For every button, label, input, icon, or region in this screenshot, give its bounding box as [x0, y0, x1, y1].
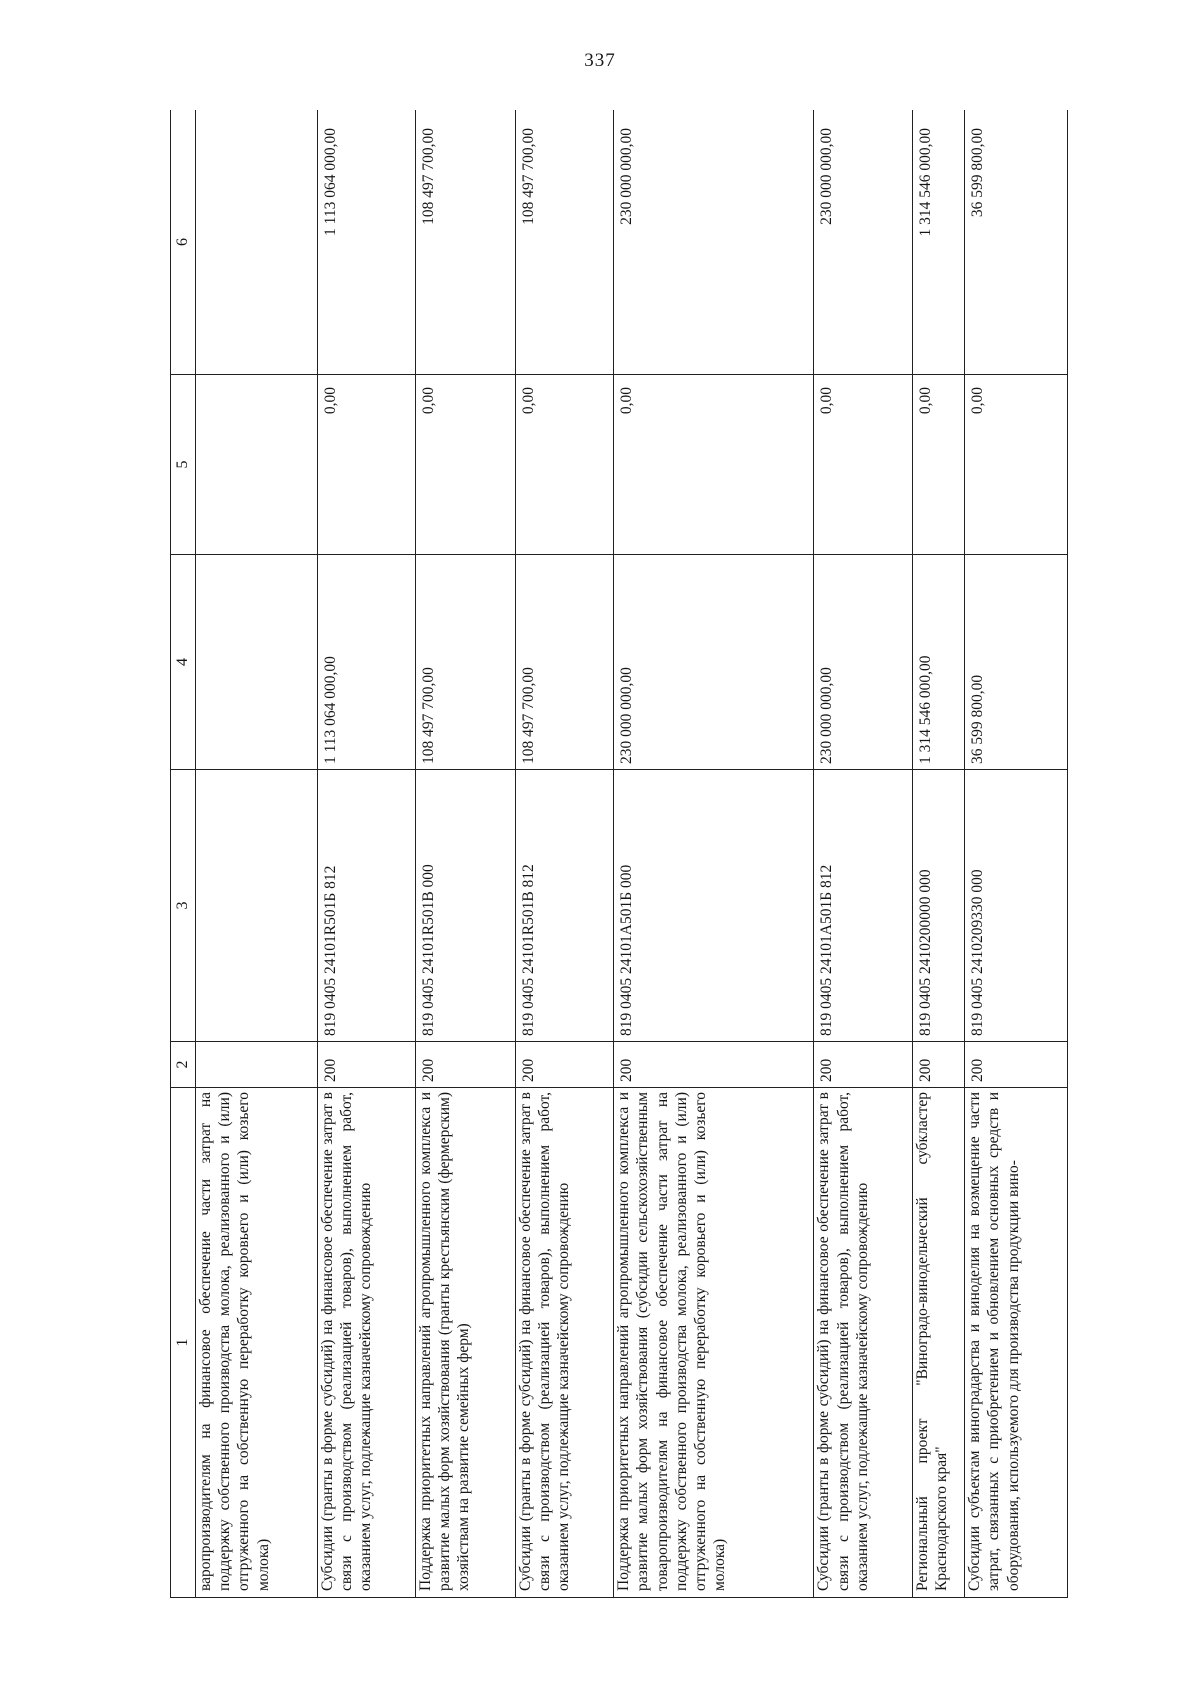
- row-sum: 36 599 800,00: [965, 555, 1068, 770]
- row-col6: [196, 110, 318, 375]
- column-header-1: 1: [171, 1088, 196, 1598]
- row-col5: [196, 375, 318, 555]
- column-header-4: 4: [171, 555, 196, 770]
- row-code: [196, 770, 318, 1042]
- row-code: 819 0405 2410209330 000: [965, 770, 1068, 1042]
- row-sum: 1 113 064 000,00: [317, 555, 416, 770]
- row-col5: 0,00: [515, 375, 614, 555]
- row-vr: 200: [416, 1042, 516, 1088]
- row-vr: 200: [965, 1042, 1068, 1088]
- row-description: Региональный проект "Виноградо-винодельческий субкластер Краснодарского края": [913, 1092, 951, 1591]
- row-vr: 200: [912, 1042, 964, 1088]
- row-vr: [196, 1042, 318, 1088]
- row-vr: 200: [614, 1042, 814, 1088]
- table-row: [614, 110, 814, 1598]
- row-col6: 230 000 000,00: [614, 110, 814, 375]
- row-description: Субсидии (гранты в форме субсидий) на финансовое обеспечение затрат в связи с производством (реализацией товаров), выполнением работ, оказанием услуг, подлежащие казначейскому сопровождению: [815, 1092, 871, 1591]
- row-col6: 108 497 700,00: [416, 110, 516, 375]
- row-sum: 230 000 000,00: [614, 555, 814, 770]
- row-description: Субсидии субъектам виноградарства и виноделия на возмещение части затрат, связанных с приобретением и обновлением основных средств и оборудования, используемого для производства продукции вино-: [966, 1092, 1022, 1591]
- table-row: [196, 110, 318, 1598]
- row-description: Субсидии (гранты в форме субсидий) на финансовое обеспечение затрат в связи с производством (реализацией товаров), выполнением работ, оказанием услуг, подлежащие казначейскому сопровождению: [318, 1092, 374, 1591]
- table-row: [965, 110, 1068, 1598]
- page-number: 337: [584, 50, 616, 71]
- row-col5: 0,00: [614, 375, 814, 555]
- row-description: Поддержка приоритетных направлений агропромышленного комплекса и развитие малых форм хозяйствования (гранты крестьянским (фермерским) хозяйствам на развитие семейных ферм): [417, 1092, 473, 1591]
- row-sum: 108 497 700,00: [515, 555, 614, 770]
- row-sum: 108 497 700,00: [416, 555, 516, 770]
- table-row: [416, 110, 516, 1598]
- row-col6: 230 000 000,00: [814, 110, 913, 375]
- row-code: 819 0405 24101А501Б 812: [814, 770, 913, 1042]
- header-row: [171, 110, 196, 1598]
- row-col6: 1 314 546 000,00: [912, 110, 964, 375]
- table-row: [515, 110, 614, 1598]
- row-col5: 0,00: [317, 375, 416, 555]
- row-sum: 1 314 546 000,00: [912, 555, 964, 770]
- row-code: 819 0405 24101R501В 000: [416, 770, 516, 1042]
- row-code: 819 0405 24101R501В 812: [515, 770, 614, 1042]
- row-col5: 0,00: [912, 375, 964, 555]
- row-description: Поддержка приоритетных направлений агропромышленного комплекса и развитие малых форм хозяйствования (субсидии сельскохозяйственным товаропроизводителям на финансовое обеспечение части затрат на поддержку собственного производства молока, реализованного и (или) отгруженного на собственную переработку коровьего и (или) козьего молока): [615, 1092, 729, 1591]
- row-code: 819 0405 2410200000 000: [912, 770, 964, 1042]
- row-sum: [196, 555, 318, 770]
- row-vr: 200: [515, 1042, 614, 1088]
- column-header-3: 3: [171, 770, 196, 1042]
- table-row: [912, 110, 964, 1598]
- column-header-6: 6: [171, 110, 196, 375]
- row-vr: 200: [814, 1042, 913, 1088]
- row-col6: 36 599 800,00: [965, 110, 1068, 375]
- row-col5: 0,00: [416, 375, 516, 555]
- row-col6: 1 113 064 000,00: [317, 110, 416, 375]
- row-description: Субсидии (гранты в форме субсидий) на финансовое обеспечение затрат в связи с производством (реализацией товаров), выполнением работ, оказанием услуг, подлежащие казначейскому сопровождению: [516, 1092, 573, 1591]
- budget-table: [170, 110, 1068, 1598]
- table-area: [170, 110, 1068, 1598]
- row-description: варопроизводителям на финансовое обеспечение части затрат на поддержку собственного производства молока, реализованного и (или) отгруженного на собственную переработку коровьего и (или) козьего молока): [197, 1092, 272, 1591]
- column-header-2: 2: [171, 1042, 196, 1088]
- row-col6: 108 497 700,00: [515, 110, 614, 375]
- table-row: [317, 110, 416, 1598]
- row-sum: 230 000 000,00: [814, 555, 913, 770]
- column-header-5: 5: [171, 375, 196, 555]
- row-col5: 0,00: [965, 375, 1068, 555]
- row-code: 819 0405 24101R501Б 812: [317, 770, 416, 1042]
- table-row: [814, 110, 913, 1598]
- row-col5: 0,00: [814, 375, 913, 555]
- row-code: 819 0405 24101А501Б 000: [614, 770, 814, 1042]
- row-vr: 200: [317, 1042, 416, 1088]
